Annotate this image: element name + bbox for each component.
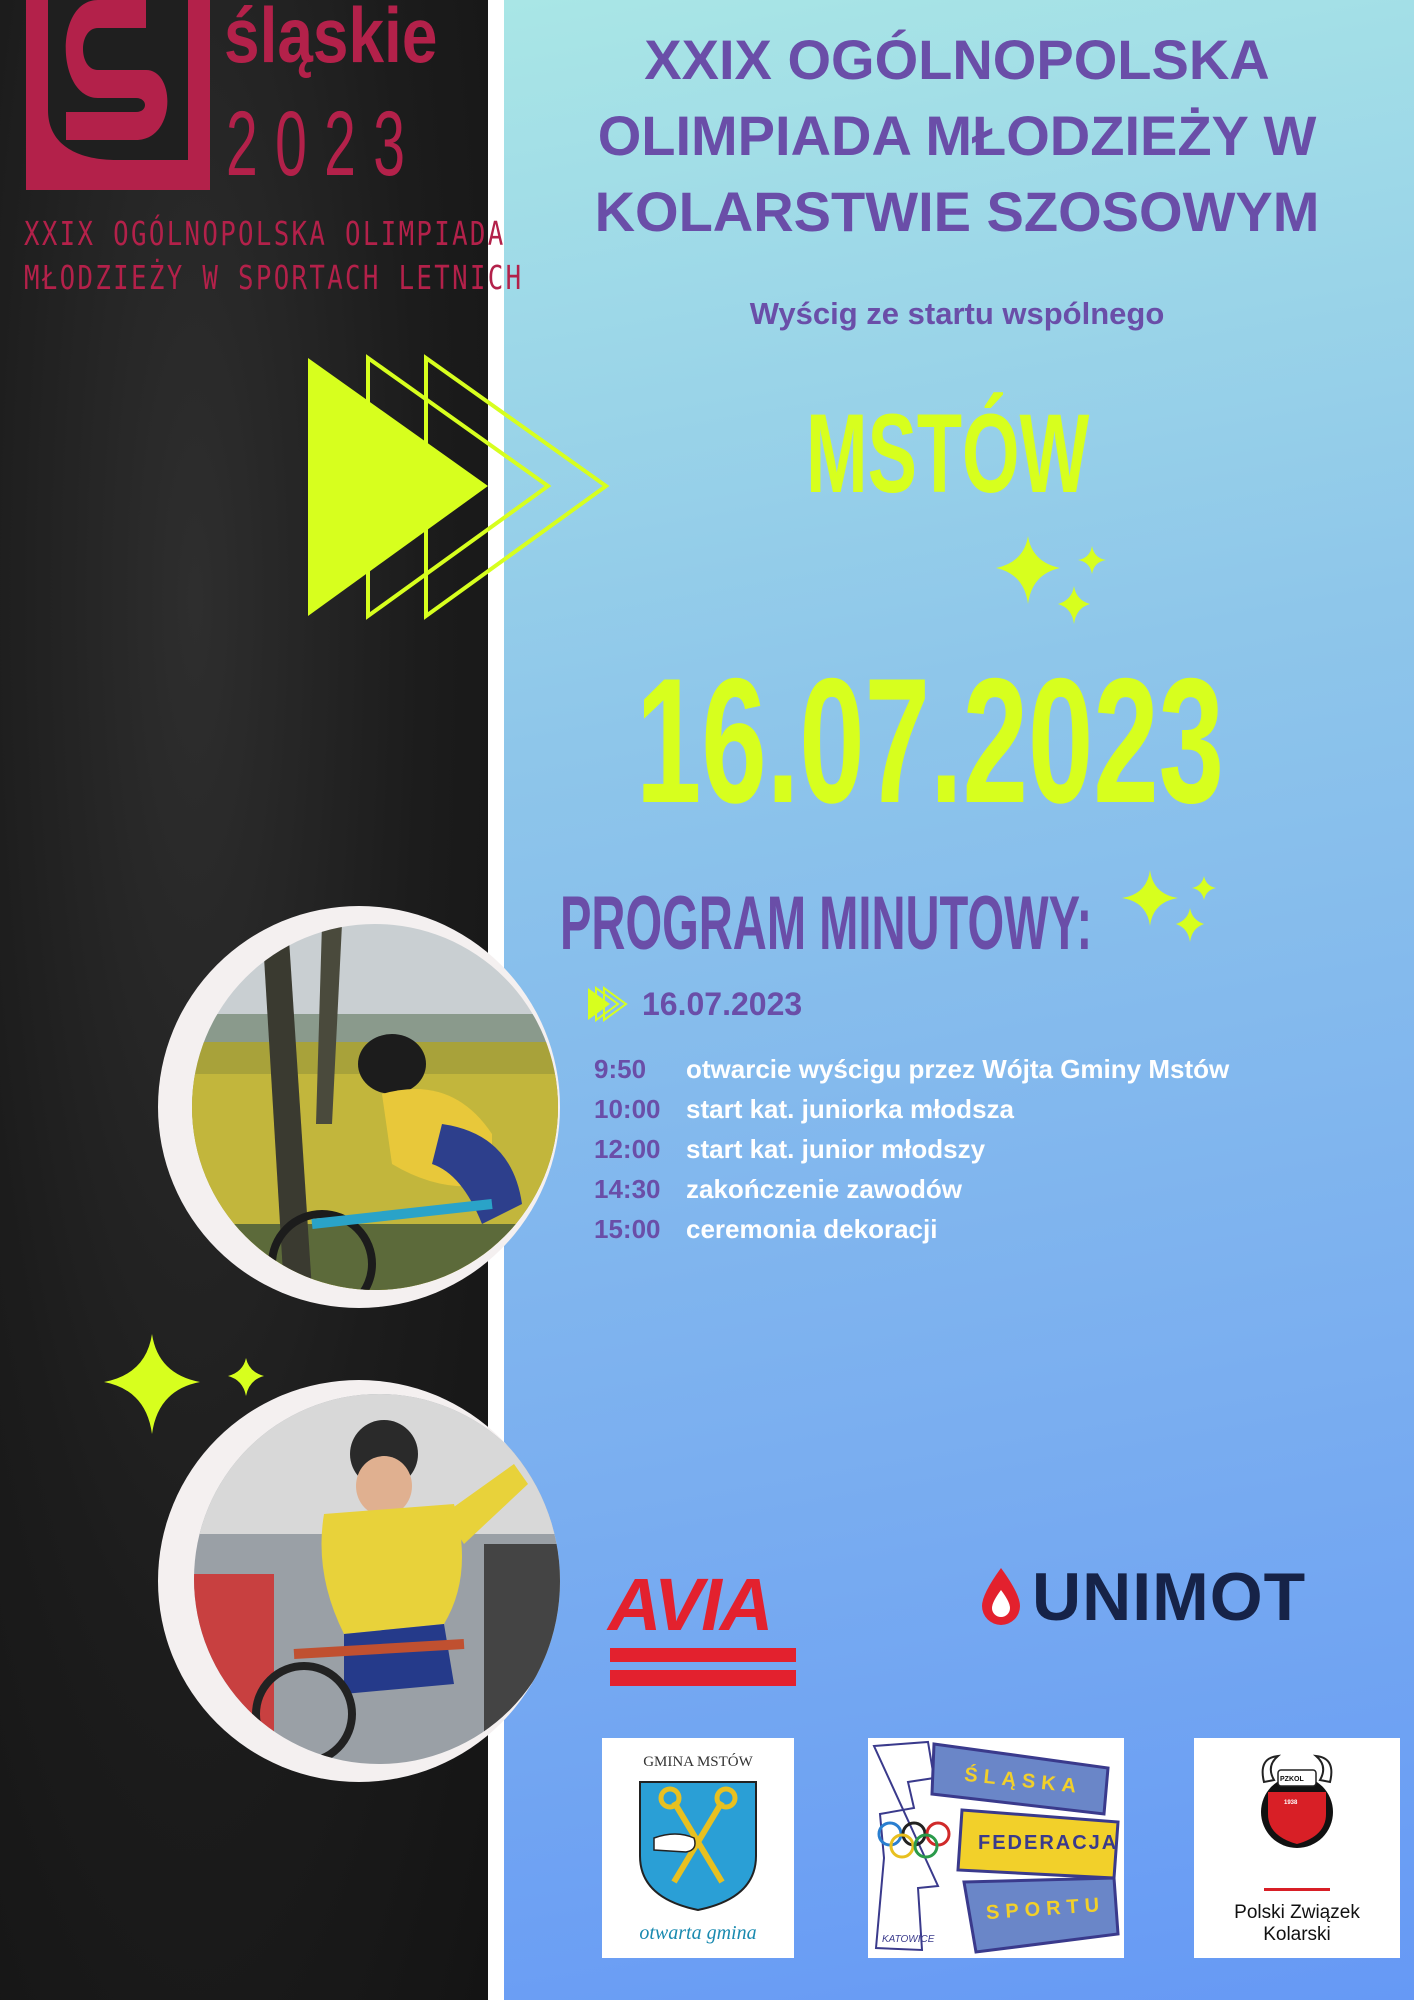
event-date: 16.07.2023: [636, 641, 1224, 840]
photo-frame-2: [158, 1380, 560, 1782]
schedule-row: [594, 1214, 1394, 1254]
sfs-line-3: SPORTU: [985, 1893, 1106, 1925]
avia-stripe: [610, 1648, 796, 1662]
title-line-1: XXIX OGÓLNOPOLSKA: [644, 28, 1270, 91]
logo-year: 2023: [226, 93, 423, 195]
sparkle-icon: [1120, 868, 1220, 948]
sfs-city: KATOWICE: [882, 1934, 935, 1945]
schedule-time: 14:30: [594, 1174, 661, 1204]
program-heading: PROGRAM MINUTOWY:: [560, 881, 1093, 966]
unimot-drop-icon: [978, 1566, 1024, 1628]
schedule-text: ceremonia dekoracji: [686, 1214, 938, 1244]
pzkol-name-line-1: Polski Związek: [1234, 1902, 1360, 1923]
schedule-time: 12:00: [594, 1134, 661, 1164]
sparkle-icon: [992, 532, 1112, 632]
cyclist-photo-2: [194, 1394, 560, 1764]
play-bullet-icon: [586, 986, 630, 1022]
avia-wordmark: AVIA: [608, 1563, 772, 1646]
pzkol-logo: [1194, 1738, 1400, 1958]
pzkol-divider: [1264, 1888, 1330, 1891]
schedule-time: 10:00: [594, 1094, 661, 1124]
slaska-federacja-sportu-logo: [868, 1738, 1124, 1958]
schedule-row: [594, 1134, 1394, 1174]
pzkol-name: [1194, 1902, 1400, 1946]
avia-stripe: [610, 1670, 796, 1686]
schedule-time: 9:50: [594, 1054, 647, 1084]
logo-tagline-1: XXIX OGÓLNOPOLSKA OLIMPIADA: [24, 214, 506, 253]
slaskie-logo-mark: [26, 0, 210, 190]
gmina-motto: otwarta gmina: [639, 1922, 757, 1944]
logo-tagline-2: MŁODZIEŻY W SPORTACH LETNICH: [24, 258, 524, 297]
event-location: MSTÓW: [806, 391, 1090, 516]
sfs-line-2: FEDERACJA: [978, 1832, 1119, 1854]
gmina-mstow-logo: [602, 1738, 794, 1958]
schedule-text: start kat. junior młodszy: [686, 1134, 986, 1164]
title-line-3: KOLARSTWIE SZOSOWYM: [594, 180, 1320, 243]
schedule-row: [594, 1174, 1394, 1214]
play-arrows-decoration: [300, 354, 612, 624]
photo-frame-1: [158, 906, 560, 1308]
schedule-row: [594, 1094, 1394, 1134]
schedule-text: zakończenie zawodów: [686, 1174, 962, 1204]
event-title: [540, 22, 1374, 250]
event-subtitle: Wyścig ze startu wspólnego: [749, 296, 1165, 331]
pzkol-year: 1938: [1284, 1800, 1298, 1806]
schedule-time: 15:00: [594, 1214, 661, 1244]
coat-of-arms-icon: [636, 1778, 760, 1914]
cyclist-photo-1: [192, 924, 558, 1290]
schedule-row: [594, 1054, 1394, 1094]
title-line-2: OLIMPIADA MŁODZIEŻY W: [597, 104, 1317, 167]
schedule-text: start kat. juniorka młodsza: [686, 1094, 1014, 1124]
sfs-line-1: ŚLĄSKA: [963, 1763, 1084, 1799]
pzkol-badge: PZKOL: [1280, 1776, 1304, 1783]
logo-wordmark: śląskie: [224, 0, 438, 79]
program-day: 16.07.2023: [642, 986, 803, 1022]
unimot-wordmark: UNIMOT: [1032, 1559, 1307, 1635]
avia-logo: [608, 1563, 798, 1690]
pzkol-name-line-2: Kolarski: [1263, 1924, 1331, 1945]
gmina-title: GMINA MSTÓW: [643, 1754, 753, 1770]
schedule-text: otwarcie wyścigu przez Wójta Gminy Mstów: [686, 1054, 1230, 1084]
